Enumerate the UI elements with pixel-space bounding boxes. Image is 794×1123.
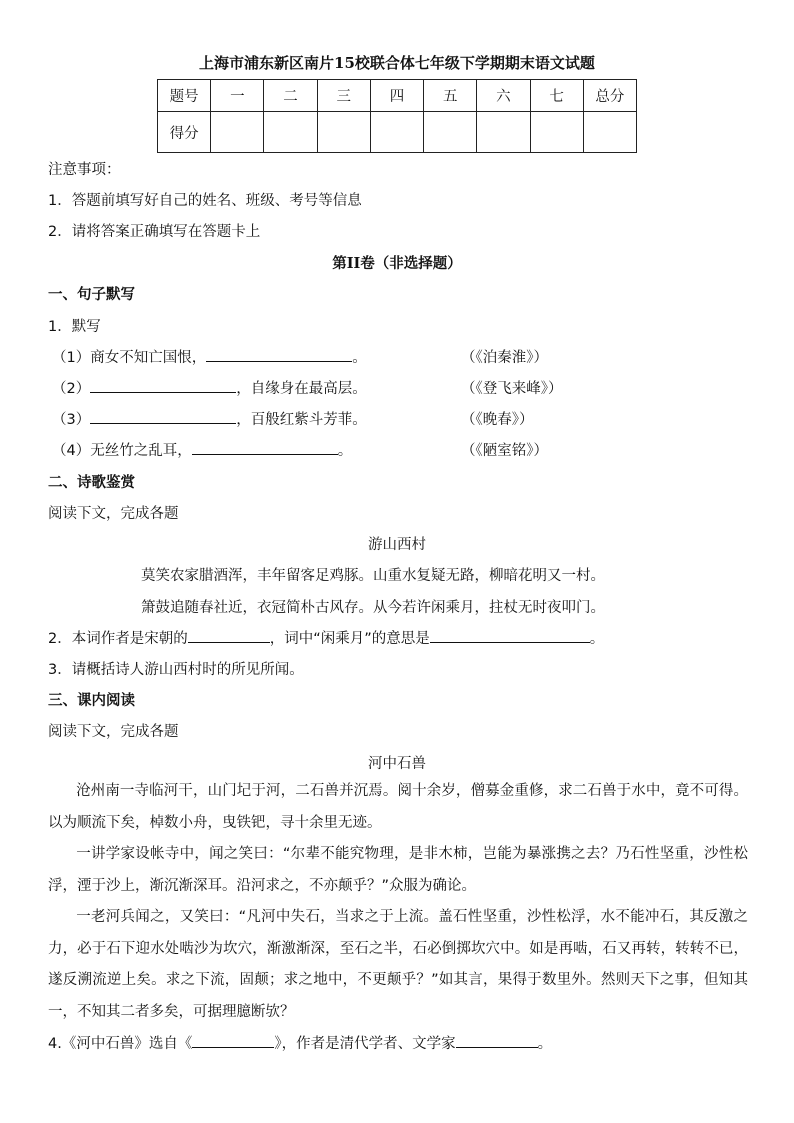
score-table [157, 79, 637, 153]
score-cell[interactable] [530, 112, 583, 153]
line-text: 无丝竹之乱耳， [90, 443, 192, 459]
paragraph-text: 一老河兵闻之，又笑曰：“凡河中失石，当求之于上流。盖石性坚重，沙性松浮，水不能冲石，其反激之力，必于石下迎水处啮沙为坎穴，渐激渐深，至石之半，石必倒掷坎穴中。如是再啮，石又再转，转转不已，遂反溯流逆上矣。求之下流，固颠；求之地中，不更颠乎？”如其言，果得于数里外。然则天下之事，但知其一，不知其二者多矣，可据理臆断欤？ [48, 909, 748, 1020]
section-heading: 三、课内阅读 [48, 693, 135, 709]
score-cell[interactable] [583, 112, 636, 153]
table-cell: 六 [477, 80, 530, 112]
table-cell: 五 [424, 80, 477, 112]
question-text: ，词中“闲乘月”的意思是 [269, 631, 430, 647]
answer-blank[interactable] [188, 628, 270, 643]
table-cell: 四 [370, 80, 423, 112]
question-text: 4.《河中石兽》选自《 [48, 1036, 193, 1052]
question-4 [48, 1032, 552, 1053]
source-label: （《陋室铭》） [461, 443, 548, 459]
line-number: （4） [52, 443, 91, 459]
question-3: 3．请概括诗人游山西村时的所见所闻。 [48, 662, 304, 678]
recitation-line [52, 346, 367, 367]
table-cell: 二 [264, 80, 317, 112]
line-text: 。 [352, 350, 367, 366]
table-cell: 三 [317, 80, 370, 112]
text-title: 河中石兽 [368, 756, 426, 772]
passage-paragraph [48, 839, 748, 902]
answer-blank[interactable] [192, 1033, 274, 1048]
question-text: 2．本词作者是宋朝的 [48, 631, 188, 647]
answer-blank[interactable] [206, 347, 352, 362]
table-cell: 七 [530, 80, 583, 112]
poem-title: 游山西村 [368, 537, 426, 553]
score-cell[interactable] [370, 112, 423, 153]
poem-line: 莫笑农家腊酒浑，丰年留客足鸡豚。山重水复疑无路，柳暗花明又一村。 [141, 568, 605, 584]
question-2 [48, 627, 604, 648]
line-text: ，自缘身在最高层。 [236, 381, 367, 397]
poem-line: 箫鼓追随春社近，衣冠简朴古风存。从今若许闲乘月，拄杖无时夜叩门。 [141, 600, 605, 616]
notice-item: 1．答题前填写好自己的姓名、班级、考号等信息 [48, 193, 362, 209]
table-cell: 题号 [158, 80, 211, 112]
question-label: 1．默写 [48, 319, 101, 335]
section-heading: 一、句子默写 [48, 287, 135, 303]
table-cell: 得分 [158, 112, 211, 153]
volume-title: 第II卷（非选择题） [332, 255, 462, 272]
recitation-line [52, 377, 367, 398]
table-cell: 一 [211, 80, 264, 112]
answer-blank[interactable] [192, 440, 338, 455]
recitation-line [52, 439, 352, 460]
answer-blank[interactable] [430, 628, 590, 643]
source-label: （《晚春》） [461, 412, 534, 428]
line-text: 商女不知亡国恨， [90, 350, 207, 366]
line-number: （3） [52, 412, 91, 428]
score-cell[interactable] [264, 112, 317, 153]
source-label: （《泊秦淮》） [461, 350, 548, 366]
notice-heading: 注意事项： [48, 162, 121, 178]
notice-item: 2．请将答案正确填写在答题卡上 [48, 224, 261, 240]
answer-blank[interactable] [456, 1033, 538, 1048]
section-heading: 二、诗歌鉴赏 [48, 475, 135, 491]
recitation-line [52, 408, 367, 429]
score-cell[interactable] [424, 112, 477, 153]
exam-title: 上海市浦东新区南片15校联合体七年级下学期期末语文试题 [199, 54, 595, 72]
answer-blank[interactable] [90, 409, 236, 424]
question-text: 。 [589, 631, 605, 647]
answer-blank[interactable] [90, 378, 236, 393]
question-text: 。 [537, 1036, 553, 1052]
score-cell[interactable] [211, 112, 264, 153]
score-cell[interactable] [317, 112, 370, 153]
score-table-score-row [158, 112, 637, 153]
source-label: （《登飞来峰》） [461, 381, 563, 397]
score-table-header-row [158, 80, 637, 112]
line-text: 。 [337, 443, 353, 459]
line-text: ，百般红紫斗芳菲。 [236, 412, 367, 428]
paragraph-text: 一讲学家设帐寺中，闻之笑曰：“尔辈不能究物理，是非木柿，岂能为暴涨携之去？乃石性坚重，沙性松浮，湮于沙上，渐沉渐深耳。沿河求之，不亦颠乎？”众服为确论。 [48, 846, 748, 894]
instruction-text: 阅读下文，完成各题 [48, 724, 179, 740]
line-number: （1） [52, 350, 91, 366]
passage-paragraph [48, 902, 748, 1028]
score-cell[interactable] [477, 112, 530, 153]
passage-paragraph [48, 776, 748, 839]
paragraph-text: 沧州南一寺临河干，山门圮于河，二石兽并沉焉。阅十余岁，僧募金重修，求二石兽于水中，竟不可得。以为顺流下矣，棹数小舟，曳铁钯，寻十余里无迹。 [48, 783, 748, 831]
instruction-text: 阅读下文，完成各题 [48, 506, 179, 522]
table-cell: 总分 [583, 80, 636, 112]
line-number: （2） [52, 381, 91, 397]
question-text: 》，作者是清代学者、文学家 [274, 1036, 456, 1052]
